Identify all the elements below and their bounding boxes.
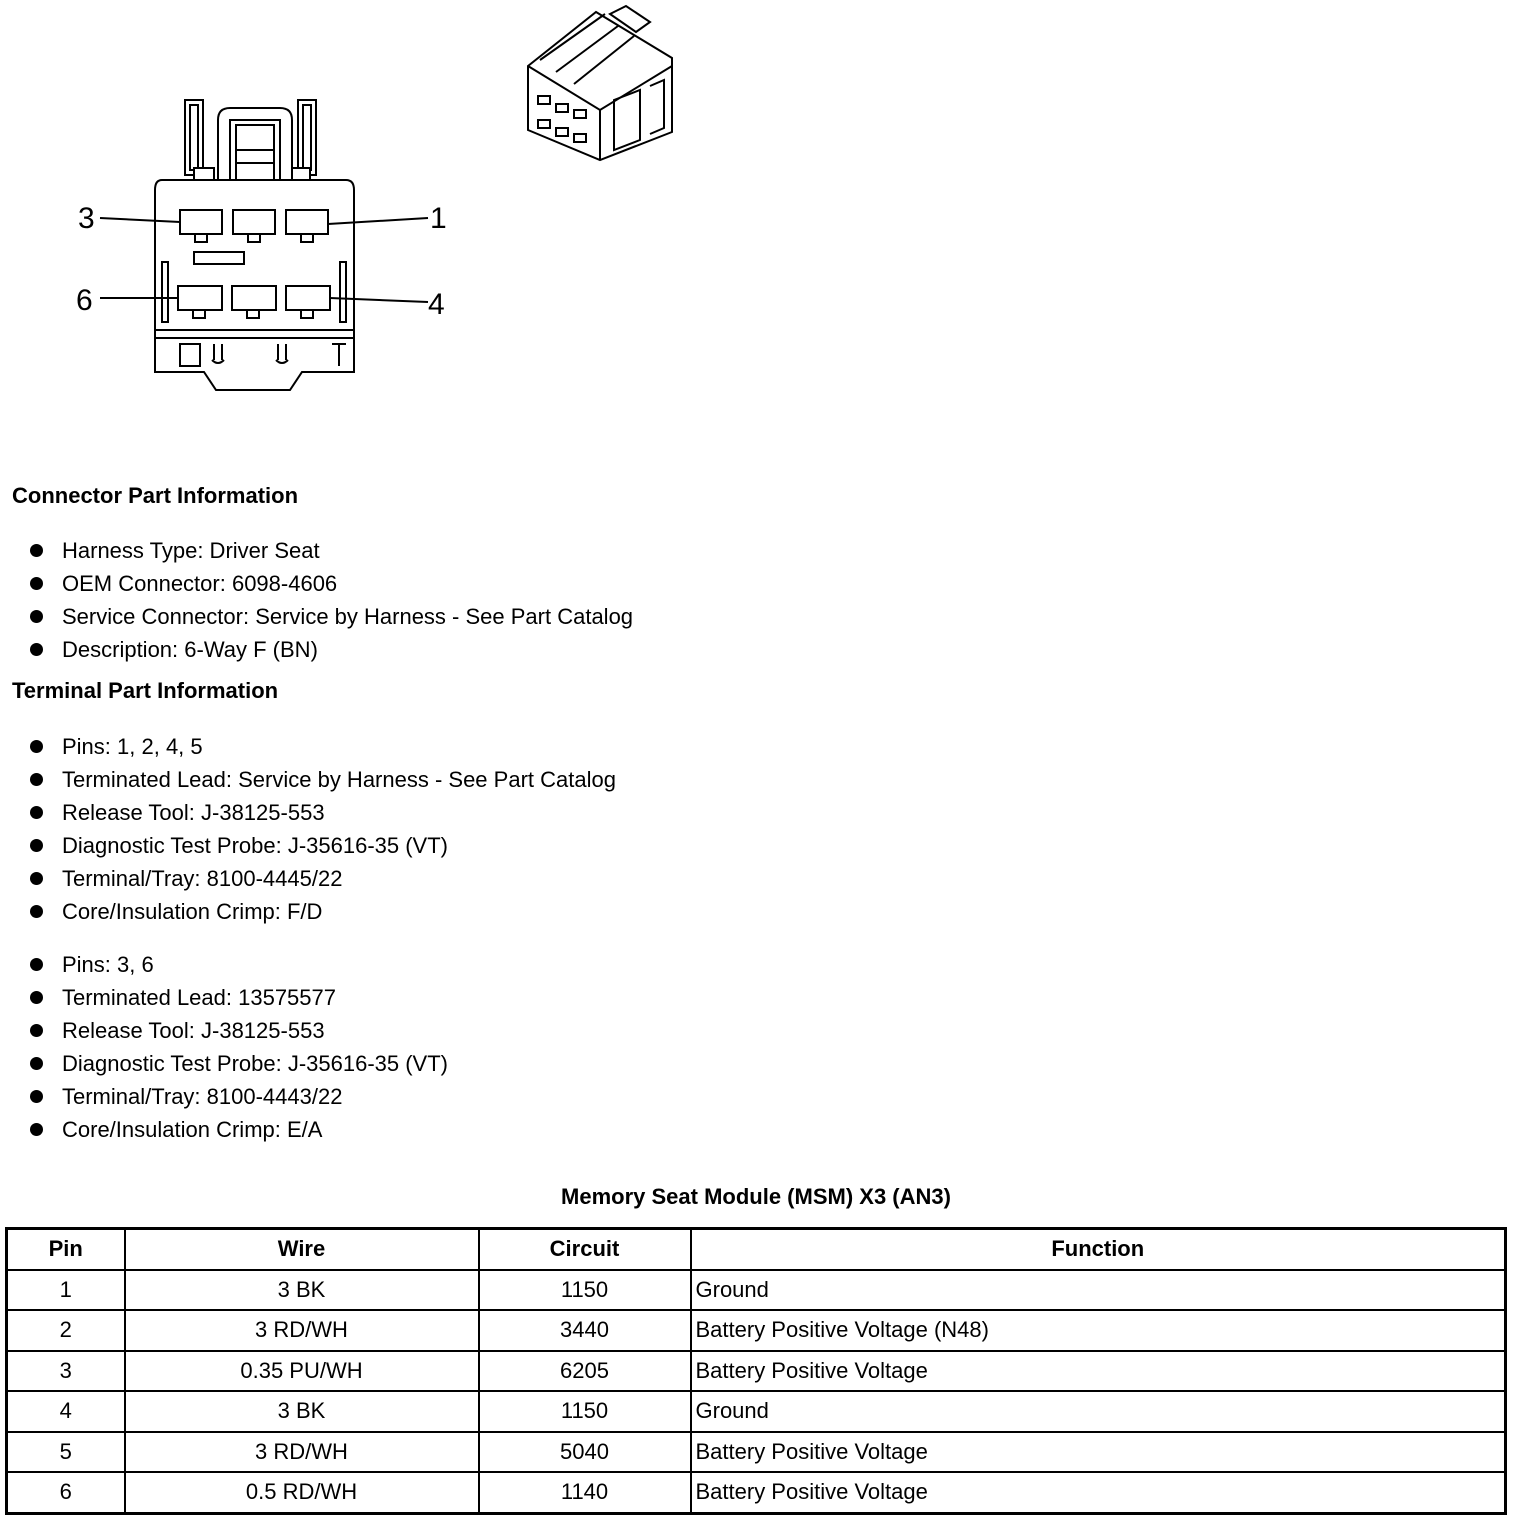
cell-wire: 0.5 RD/WH bbox=[125, 1472, 479, 1513]
cell-function: Ground bbox=[691, 1391, 1506, 1432]
cell-pin: 1 bbox=[7, 1270, 125, 1311]
cell-circuit: 5040 bbox=[479, 1432, 691, 1473]
list-item: Harness Type: Driver Seat bbox=[28, 534, 633, 567]
cell-function: Battery Positive Voltage bbox=[691, 1351, 1506, 1392]
list-item: Diagnostic Test Probe: J-35616-35 (VT) bbox=[28, 1047, 448, 1080]
list-item: Core/Insulation Crimp: E/A bbox=[28, 1113, 448, 1146]
cell-function: Battery Positive Voltage (N48) bbox=[691, 1310, 1506, 1351]
connector-info-title: Connector Part Information bbox=[12, 483, 299, 508]
cell-function: Ground bbox=[691, 1270, 1506, 1311]
cell-pin: 6 bbox=[7, 1472, 125, 1513]
cell-wire: 0.35 PU/WH bbox=[125, 1351, 479, 1392]
list-item: Pins: 3, 6 bbox=[28, 948, 448, 981]
terminal-info-group-1 bbox=[28, 730, 616, 928]
table-row bbox=[7, 1472, 1506, 1513]
pin-label-1: 1 bbox=[430, 202, 447, 235]
table-row bbox=[7, 1270, 1506, 1311]
list-item: Diagnostic Test Probe: J-35616-35 (VT) bbox=[28, 829, 616, 862]
cell-wire: 3 RD/WH bbox=[125, 1310, 479, 1351]
cell-wire: 3 BK bbox=[125, 1391, 479, 1432]
cell-circuit: 1140 bbox=[479, 1472, 691, 1513]
cell-pin: 5 bbox=[7, 1432, 125, 1473]
cell-pin: 4 bbox=[7, 1391, 125, 1432]
cell-circuit: 6205 bbox=[479, 1351, 691, 1392]
list-item: Release Tool: J-38125-553 bbox=[28, 796, 616, 829]
list-item: Terminal/Tray: 8100-4445/22 bbox=[28, 862, 616, 895]
list-item: Terminated Lead: 13575577 bbox=[28, 981, 448, 1014]
terminal-info-group-2 bbox=[28, 948, 448, 1146]
header-function: Function bbox=[691, 1229, 1506, 1270]
terminal-info-title: Terminal Part Information bbox=[12, 678, 279, 703]
table-row bbox=[7, 1351, 1506, 1392]
pin-label-3: 3 bbox=[78, 202, 95, 235]
pin-label-4: 4 bbox=[428, 288, 445, 321]
list-item: Release Tool: J-38125-553 bbox=[28, 1014, 448, 1047]
list-item: Core/Insulation Crimp: F/D bbox=[28, 895, 616, 928]
list-item: Terminal/Tray: 8100-4443/22 bbox=[28, 1080, 448, 1113]
cell-circuit: 1150 bbox=[479, 1391, 691, 1432]
cell-function: Battery Positive Voltage bbox=[691, 1432, 1506, 1473]
cell-circuit: 3440 bbox=[479, 1310, 691, 1351]
pin-label-6: 6 bbox=[76, 284, 93, 317]
table-row bbox=[7, 1391, 1506, 1432]
list-item: Service Connector: Service by Harness - See Part Catalog bbox=[28, 600, 633, 633]
connector-iso-illustration bbox=[528, 6, 672, 160]
list-item: OEM Connector: 6098-4606 bbox=[28, 567, 633, 600]
cell-pin: 3 bbox=[7, 1351, 125, 1392]
cell-circuit: 1150 bbox=[479, 1270, 691, 1311]
header-pin: Pin bbox=[7, 1229, 125, 1270]
table-row bbox=[7, 1310, 1506, 1351]
list-item: Terminated Lead: Service by Harness - See Part Catalog bbox=[28, 763, 616, 796]
connector-info-list bbox=[28, 534, 633, 666]
table-header-row bbox=[7, 1229, 1506, 1270]
table-row bbox=[7, 1432, 1506, 1473]
cell-pin: 2 bbox=[7, 1310, 125, 1351]
table-title: Memory Seat Module (MSM) X3 (AN3) bbox=[561, 1184, 951, 1209]
pinout-table bbox=[5, 1227, 1507, 1515]
cell-wire: 3 RD/WH bbox=[125, 1432, 479, 1473]
header-circuit: Circuit bbox=[479, 1229, 691, 1270]
header-wire: Wire bbox=[125, 1229, 479, 1270]
list-item: Description: 6-Way F (BN) bbox=[28, 633, 633, 666]
list-item: Pins: 1, 2, 4, 5 bbox=[28, 730, 616, 763]
cell-wire: 3 BK bbox=[125, 1270, 479, 1311]
connector-face-diagram bbox=[0, 0, 700, 420]
cell-function: Battery Positive Voltage bbox=[691, 1472, 1506, 1513]
